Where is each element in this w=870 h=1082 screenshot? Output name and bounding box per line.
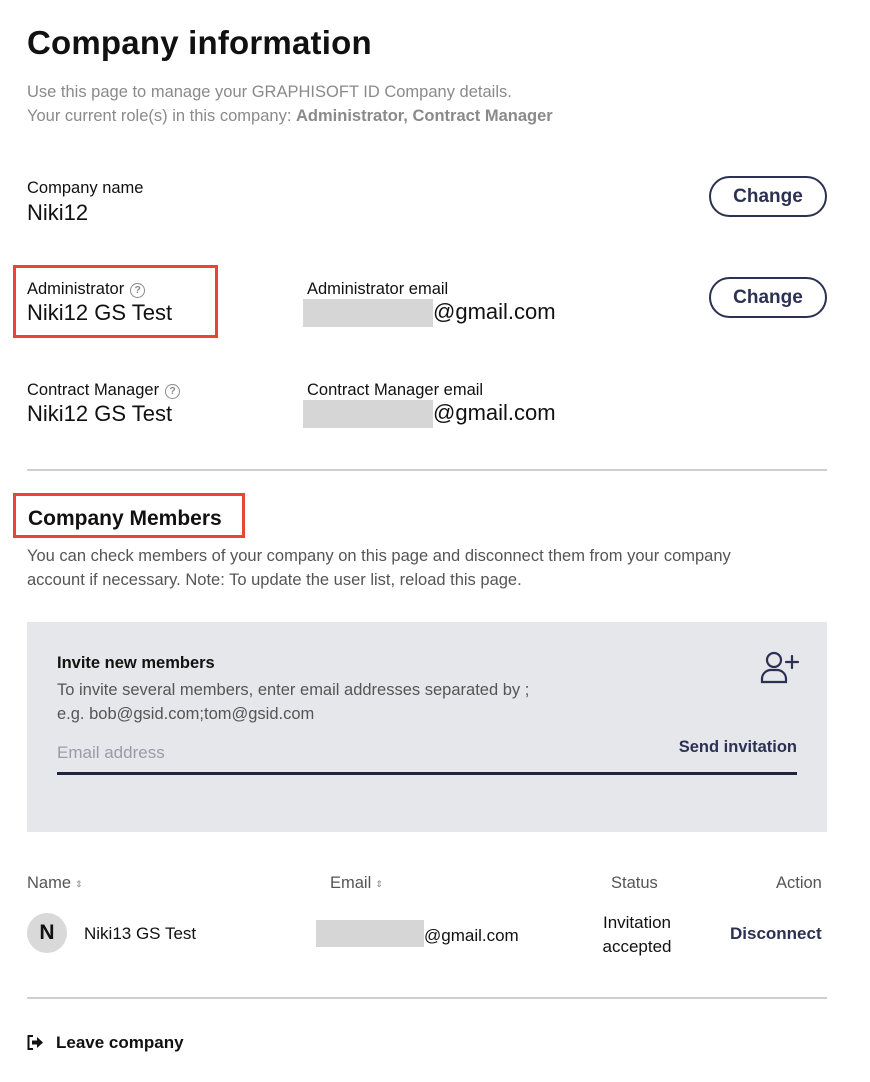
invite-description [57,678,529,726]
member-status [590,911,684,959]
change-administrator-button[interactable]: Change [709,277,827,318]
column-header-name-label: Name [27,874,72,892]
disconnect-button[interactable]: Disconnect [730,924,822,943]
page-title: Company information [27,24,372,61]
email-address-input[interactable] [57,740,657,766]
member-name: Niki13 GS Test [84,924,197,943]
intro-roles-prefix: Your current role(s) in this company: [27,107,297,125]
administrator-label-row [27,280,145,299]
member-status-line-2: accepted [602,937,672,956]
member-status-line-1: Invitation [602,913,672,932]
redacted-block [303,299,433,327]
column-header-name[interactable] [27,874,83,893]
redacted-block [303,400,433,428]
member-email [316,920,519,947]
intro-line-2 [27,104,553,128]
intro-roles: Administrator, Contract Manager [296,107,553,125]
sort-icon: ⇕ [375,879,383,889]
invite-description-line-2: e.g. bob@gsid.com;tom@gsid.com [57,705,315,723]
exit-icon [27,1035,44,1050]
administrator-label: Administrator [27,280,125,298]
invite-description-line-1: To invite several members, enter email addresses separated by ; [57,681,530,699]
members-description-line-2: account if necessary. Note: To update the user list, reload this page. [27,571,522,589]
administrator-email-label: Administrator email [307,280,449,298]
administrator-email-value [303,299,556,327]
invite-title: Invite new members [57,654,215,672]
members-description [27,544,827,592]
contract-manager-label-row [27,381,180,400]
intro-line-1: Use this page to manage your GRAPHISOFT ID Company details. [27,83,512,101]
contract-manager-email-suffix: @gmail.com [433,400,556,425]
send-invitation-button[interactable]: Send invitation [678,738,797,756]
leave-company-label: Leave company [56,1033,184,1052]
company-name-label: Company name [27,179,144,197]
company-name-value: Niki12 [27,200,89,225]
contract-manager-value: Niki12 GS Test [27,401,173,426]
contract-manager-label: Contract Manager [27,381,160,399]
email-input-underline [57,772,797,775]
help-icon[interactable]: ? [165,384,180,399]
column-header-email-label: Email [330,874,372,892]
column-header-action: Action [776,874,822,892]
add-user-icon[interactable] [760,650,800,684]
column-header-status: Status [611,874,658,892]
administrator-email-suffix: @gmail.com [433,299,556,324]
change-company-name-button[interactable]: Change [709,176,827,217]
contract-manager-email-label: Contract Manager email [307,381,484,399]
avatar: N [27,913,67,953]
invite-panel [27,622,827,832]
administrator-value: Niki12 GS Test [27,300,173,325]
column-header-email[interactable] [330,874,383,893]
members-description-line-1: You can check members of your company on this page and disconnect them from your company [27,547,731,565]
table-divider [27,997,827,999]
sort-icon: ⇕ [75,879,83,889]
leave-company-button[interactable] [27,1033,184,1053]
redacted-block [316,920,424,947]
members-section-title: Company Members [28,507,222,530]
intro-text [27,80,553,128]
member-email-suffix: @gmail.com [424,926,519,945]
section-divider [27,469,827,471]
help-icon[interactable]: ? [130,283,145,298]
contract-manager-email-value [303,400,556,428]
